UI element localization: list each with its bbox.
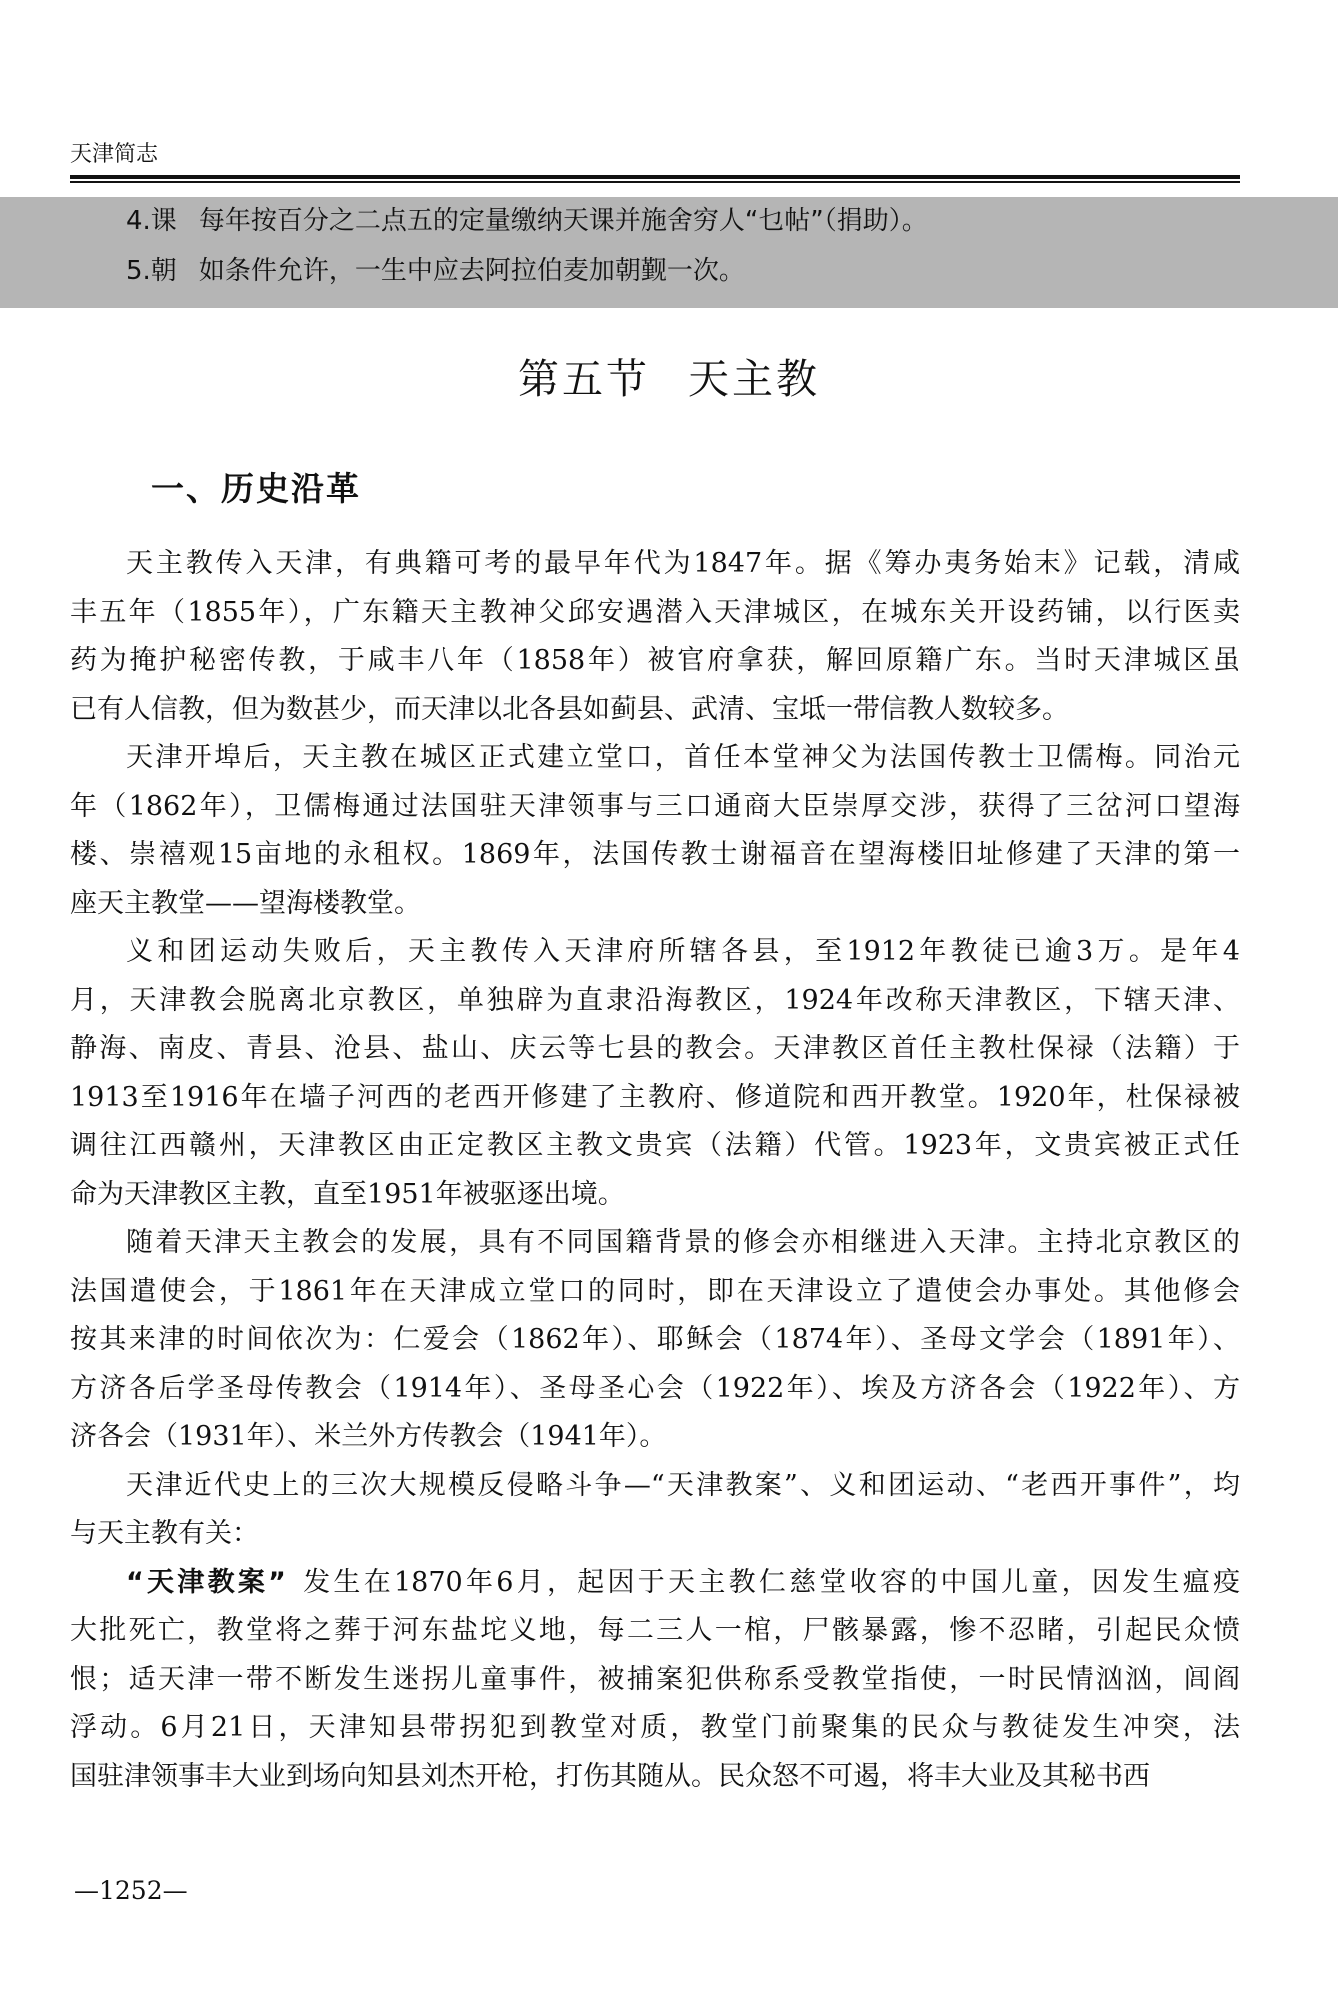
paragraph-line: 已有人信教，但为数甚少，而天津以北各县如蓟县、武清、宝坻一带信教人数较多。 <box>70 693 1069 725</box>
line-text: 发生在1870年6月，起因于天主教仁慈堂收容的中国儿童，因发生瘟疫 <box>299 1566 1241 1598</box>
paragraph-line: 法国遣使会，于1861年在天津成立堂口的同时，即在天津设立了遣使会办事处。其他修会 <box>70 1275 1240 1307</box>
paragraph-line: 命为天津教区主教，直至1951年被驱逐出境。 <box>70 1178 625 1210</box>
page-number: —1252— <box>74 1876 188 1905</box>
paragraph-line: 济各会（1931年）、米兰外方传教会（1941年）。 <box>70 1421 667 1452</box>
header-rule-thin <box>70 181 1240 183</box>
running-header: 天津简志 <box>70 142 159 167</box>
header-rule-thick <box>70 175 1240 179</box>
paragraph-line: 国驻津领事丰大业到场向知县刘杰开枪，打伤其随从。民众怒不可遏，将丰大业及其秘书西 <box>70 1760 1150 1792</box>
paragraph-line: 丰五年（1855年），广东籍天主教神父邱安遇潜入天津城区，在城东关开设药铺，以行医卖 <box>70 596 1240 628</box>
paragraph-line <box>70 1559 1240 1608</box>
paragraph-line: 浮动。6月21日，天津知县带拐犯到教堂对质，教堂门前聚集的民众与教徒发生冲突，法 <box>70 1712 1240 1743</box>
item-label: 5.朝 <box>126 256 177 286</box>
paragraph-line: 楼、崇禧观15亩地的永租权。1869年，法国传教士谢福音在望海楼旧址修建了天津的第一 <box>70 839 1240 870</box>
paragraph-line: 大批死亡，教堂将之葬于河东盐坨义地，每二三人一棺，尸骸暴露，惨不忍睹，引起民众愤 <box>70 1615 1240 1646</box>
item-label: 4.课 <box>126 206 177 236</box>
paragraph-line: 药为掩护秘密传教，于咸丰八年（1858年）被官府拿获，解回原籍广东。当时天津城区虽 <box>70 645 1240 676</box>
paragraph-line: 随着天津天主教会的发展，具有不同国籍背景的修会亦相继进入天津。主持北京教区的 <box>126 1227 1240 1258</box>
paragraph-line: 1913至1916年在墙子河西的老西开修建了主教府、修道院和西开教堂。1920年，杜保禄被 <box>70 1081 1240 1113</box>
body-text <box>70 540 1240 1801</box>
bold-lead: “天津教案” <box>126 1566 286 1598</box>
paragraph-line: 月，天津教会脱离北京教区，单独辟为直隶沿海教区，1924年改称天津教区，下辖天津、 <box>70 984 1240 1016</box>
item-text: 每年按百分之二点五的定量缴纳天课并施舍穷人“乜帖”（捐助）。 <box>198 206 928 236</box>
list-item <box>126 200 928 237</box>
section-name: 天主教 <box>688 355 820 403</box>
paragraph-line: 义和团运动失败后，天主教传入天津府所辖各县，至1912年教徒已逾3万。是年4 <box>126 936 1240 967</box>
item-text: 如条件允许，一生中应去阿拉伯麦加朝觐一次。 <box>198 256 745 286</box>
paragraph-line: 天津开埠后，天主教在城区正式建立堂口，首任本堂神父为法国传教士卫儒梅。同治元 <box>126 742 1240 773</box>
paragraph-line: 年（1862年），卫儒梅通过法国驻天津领事与三口通商大臣崇厚交涉，获得了三岔河口望海 <box>70 790 1240 822</box>
paragraph-line: 静海、南皮、青县、沧县、盐山、庆云等七县的教会。天津教区首任主教杜保禄（法籍）于 <box>70 1033 1240 1064</box>
section-number: 第五节 <box>518 355 650 403</box>
paragraph-line: 座天主教堂——望海楼教堂。 <box>70 887 421 919</box>
paragraph-line: 与天主教有关： <box>70 1518 259 1549</box>
paragraph-line: 恨；适天津一带不断发生迷拐儿童事件，被捕案犯供称系受教堂指使，一时民情汹汹，闾阎 <box>70 1663 1240 1695</box>
list-item <box>126 250 745 287</box>
paragraph-line: 按其来津的时间依次为：仁爱会（1862年）、耶稣会（1874年）、圣母文学会（1891年）、 <box>70 1324 1240 1355</box>
section-title <box>0 346 1338 405</box>
paragraph-line: 天主教传入天津，有典籍可考的最早年代为1847年。据《筹办夷务始末》记载，清咸 <box>126 548 1240 579</box>
paragraph-line: 调往江西赣州，天津教区由正定教区主教文贵宾（法籍）代管。1923年，文贵宾被正式任 <box>70 1130 1240 1161</box>
paragraph-line: 天津近代史上的三次大规模反侵略斗争—“天津教案”、义和团运动、“老西开事件”，均 <box>126 1469 1240 1501</box>
subsection-heading: 一、历史沿革 <box>151 469 361 508</box>
paragraph-line: 方济各后学圣母传教会（1914年）、圣母圣心会（1922年）、埃及方济各会（1922年）、方 <box>70 1372 1240 1404</box>
